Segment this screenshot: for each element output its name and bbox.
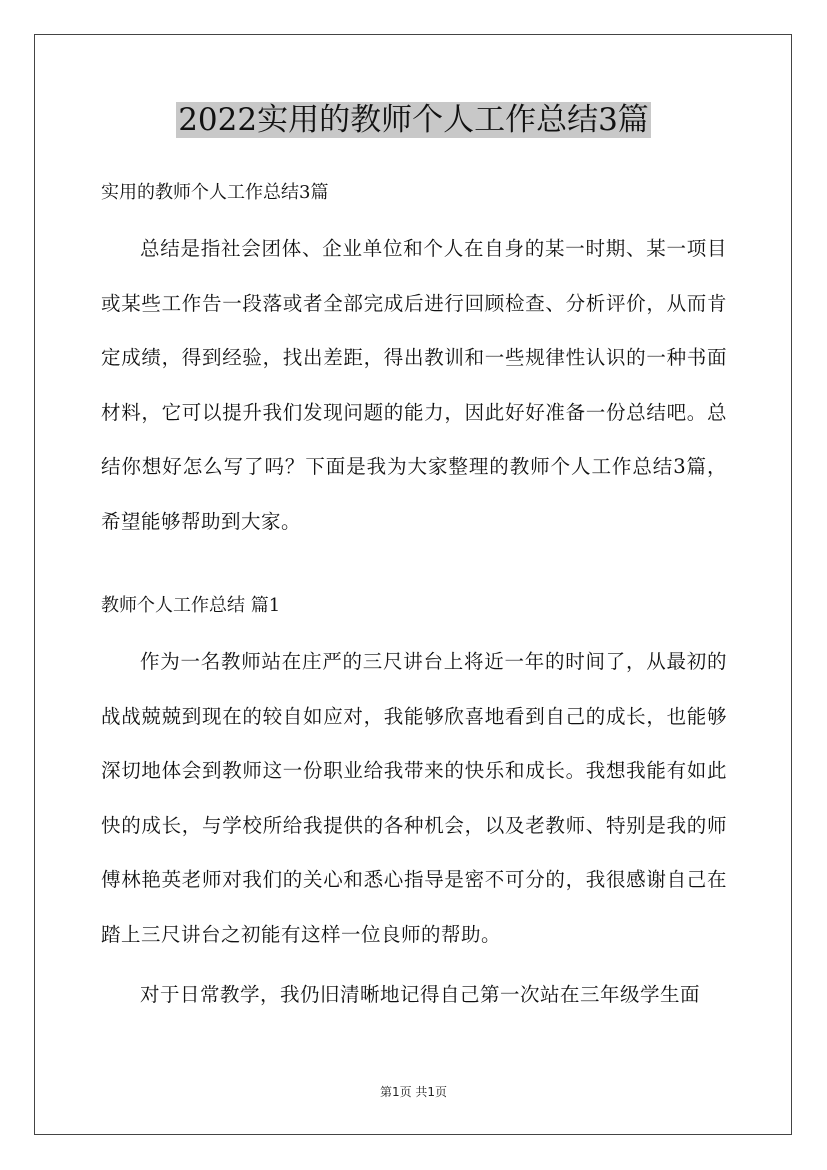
intro-paragraph: 总结是指社会团体、企业单位和个人在自身的某一时期、某一项目或某些工作告一段落或者全部完成后进行回顾检查、分析评价，从而肯定成绩，得到经验，找出差距，得出教训和一些规律性认识的一种书面材料，它可以提升我们发现问题的能力，因此好好准备一份总结吧。总结你想好怎么写了吗？下面是我为大家整理的教师个人工作总结3篇，希望能够帮助到大家。 xyxy=(101,237,727,533)
section-1-paragraph-2: 对于日常教学，我仍旧清晰地记得自己第一次站在三年级学生面 xyxy=(140,983,701,1006)
document-body xyxy=(101,170,727,1023)
page-number-footer: 第1页 共1页 xyxy=(379,1085,448,1099)
document-subtitle: 实用的教师个人工作总结3篇 xyxy=(101,182,329,203)
section-1-paragraph-1: 作为一名教师站在庄严的三尺讲台上将近一年的时间了，从最初的战战兢兢到现在的较自如应对，我能够欣喜地看到自己的成长，也能够深切地体会到教师这一份职业给我带来的快乐和成长。我想我能有如此快的成长，与学校所给我提供的各种机会，以及老教师、特别是我的师傅林艳英老师对我们的关心和悉心指导是密不可分的，我很感谢自己在踏上三尺讲台之初能有这样一位良师的帮助。 xyxy=(101,650,727,946)
document-title-text: 2022实用的教师个人工作总结3篇 xyxy=(178,102,649,138)
document-title xyxy=(0,98,827,142)
section-1-heading: 教师个人工作总结 篇1 xyxy=(101,595,281,616)
